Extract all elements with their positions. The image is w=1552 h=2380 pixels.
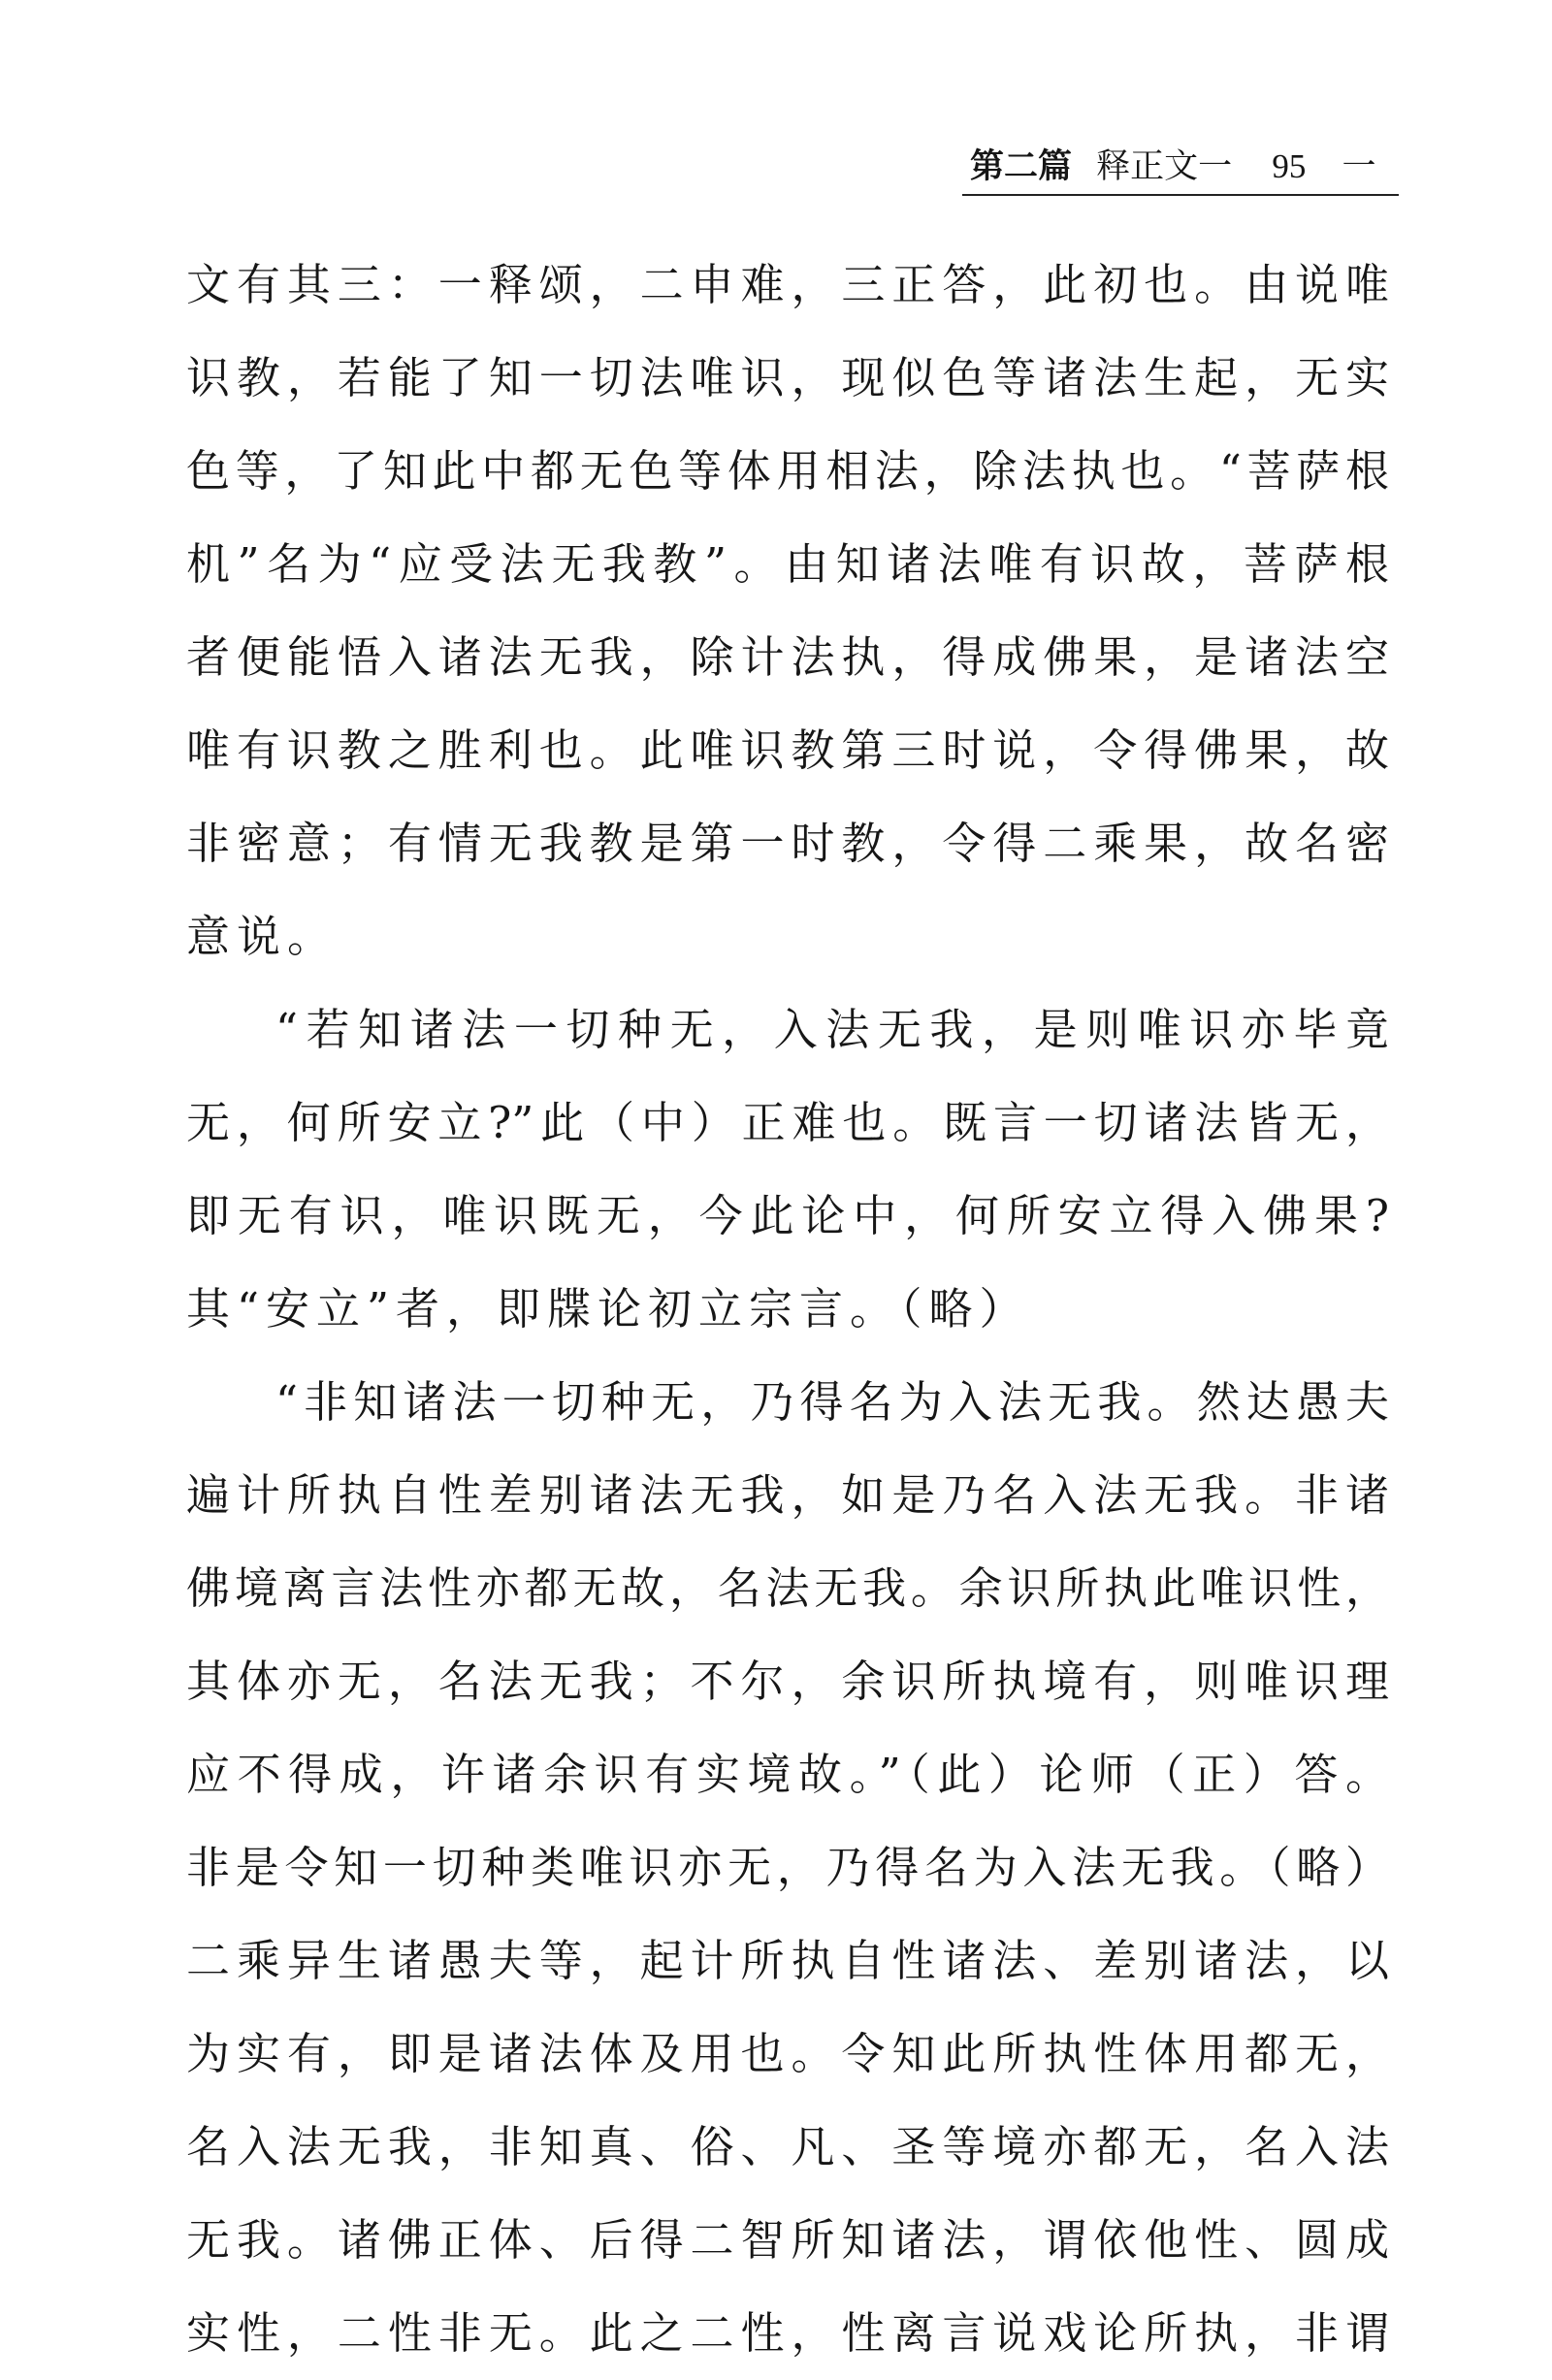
text-line: 遍计所执自性差别诸法无我，如是乃名入法无我。非诸 — [186, 1469, 1389, 1521]
text-line: 即无有识，唯识既无，今此论中，何所安立得入佛果? — [186, 1190, 1389, 1241]
header-dash: 一 — [1342, 147, 1376, 186]
text-line: 无我。诸佛正体、后得二智所知诸法，谓依他性、圆成 — [186, 2214, 1389, 2266]
text-line: 非是令知一切种类唯识亦无，乃得名为入法无我。（略） — [186, 1842, 1389, 1893]
text-line: 色等，了知此中都无色等体用相法，除法执也。“菩萨根 — [186, 445, 1389, 497]
text-line: 者便能悟入诸法无我，除计法执，得成佛果，是诸法空 — [186, 631, 1389, 683]
text-line: 其“安立”者，即牒论初立宗言。（略） — [186, 1283, 1030, 1335]
text-line: “若知诸法一切种无，入法无我，是则唯识亦毕竟 — [275, 1004, 1389, 1055]
text-line: 意说。 — [186, 911, 339, 962]
page-number: 95 — [1272, 147, 1307, 185]
text-line: 佛境离言法性亦都无故，名法无我。余识所执此唯识性， — [186, 1562, 1389, 1614]
header-rule — [962, 194, 1399, 196]
text-line: “非知诸法一切种无，乃得名为入法无我。然达愚夫 — [275, 1376, 1389, 1428]
text-line: 其体亦无，名法无我；不尔，余识所执境有，则唯识理 — [186, 1656, 1389, 1707]
running-head — [970, 144, 1397, 190]
text-line: 非密意；有情无我教是第一时教，令得二乘果，故名密 — [186, 818, 1389, 869]
text-line: 实性，二性非无。此之二性，性离言说戏论所执，非谓 — [186, 2307, 1389, 2359]
text-line: 无，何所安立?”此（中）正难也。既言一切诸法皆无， — [186, 1097, 1389, 1148]
text-line: 文有其三：一释颂，二申难，三正答，此初也。由说唯 — [186, 259, 1389, 310]
text-line: 唯有识教之胜利也。此唯识教第三时说，令得佛果，故 — [186, 724, 1389, 776]
chapter-label: 释正文一 — [1096, 147, 1233, 186]
text-line: 二乘异生诸愚夫等，起计所执自性诸法、差别诸法，以 — [186, 1935, 1389, 1986]
text-line: 机”名为“应受法无我教”。由知诸法唯有识故，菩萨根 — [186, 538, 1389, 590]
body-text — [186, 239, 1389, 2380]
text-line: 应不得成，许诸余识有实境故。”（此）论师（正）答。 — [186, 1749, 1389, 1800]
text-line: 识教，若能了知一切法唯识，现似色等诸法生起，无实 — [186, 352, 1389, 403]
section-label: 第二篇 — [970, 146, 1073, 186]
text-line: 为实有，即是诸法体及用也。令知此所执性体用都无， — [186, 2028, 1389, 2079]
text-line: 名入法无我，非知真、俗、凡、圣等境亦都无，名入法 — [186, 2121, 1389, 2172]
